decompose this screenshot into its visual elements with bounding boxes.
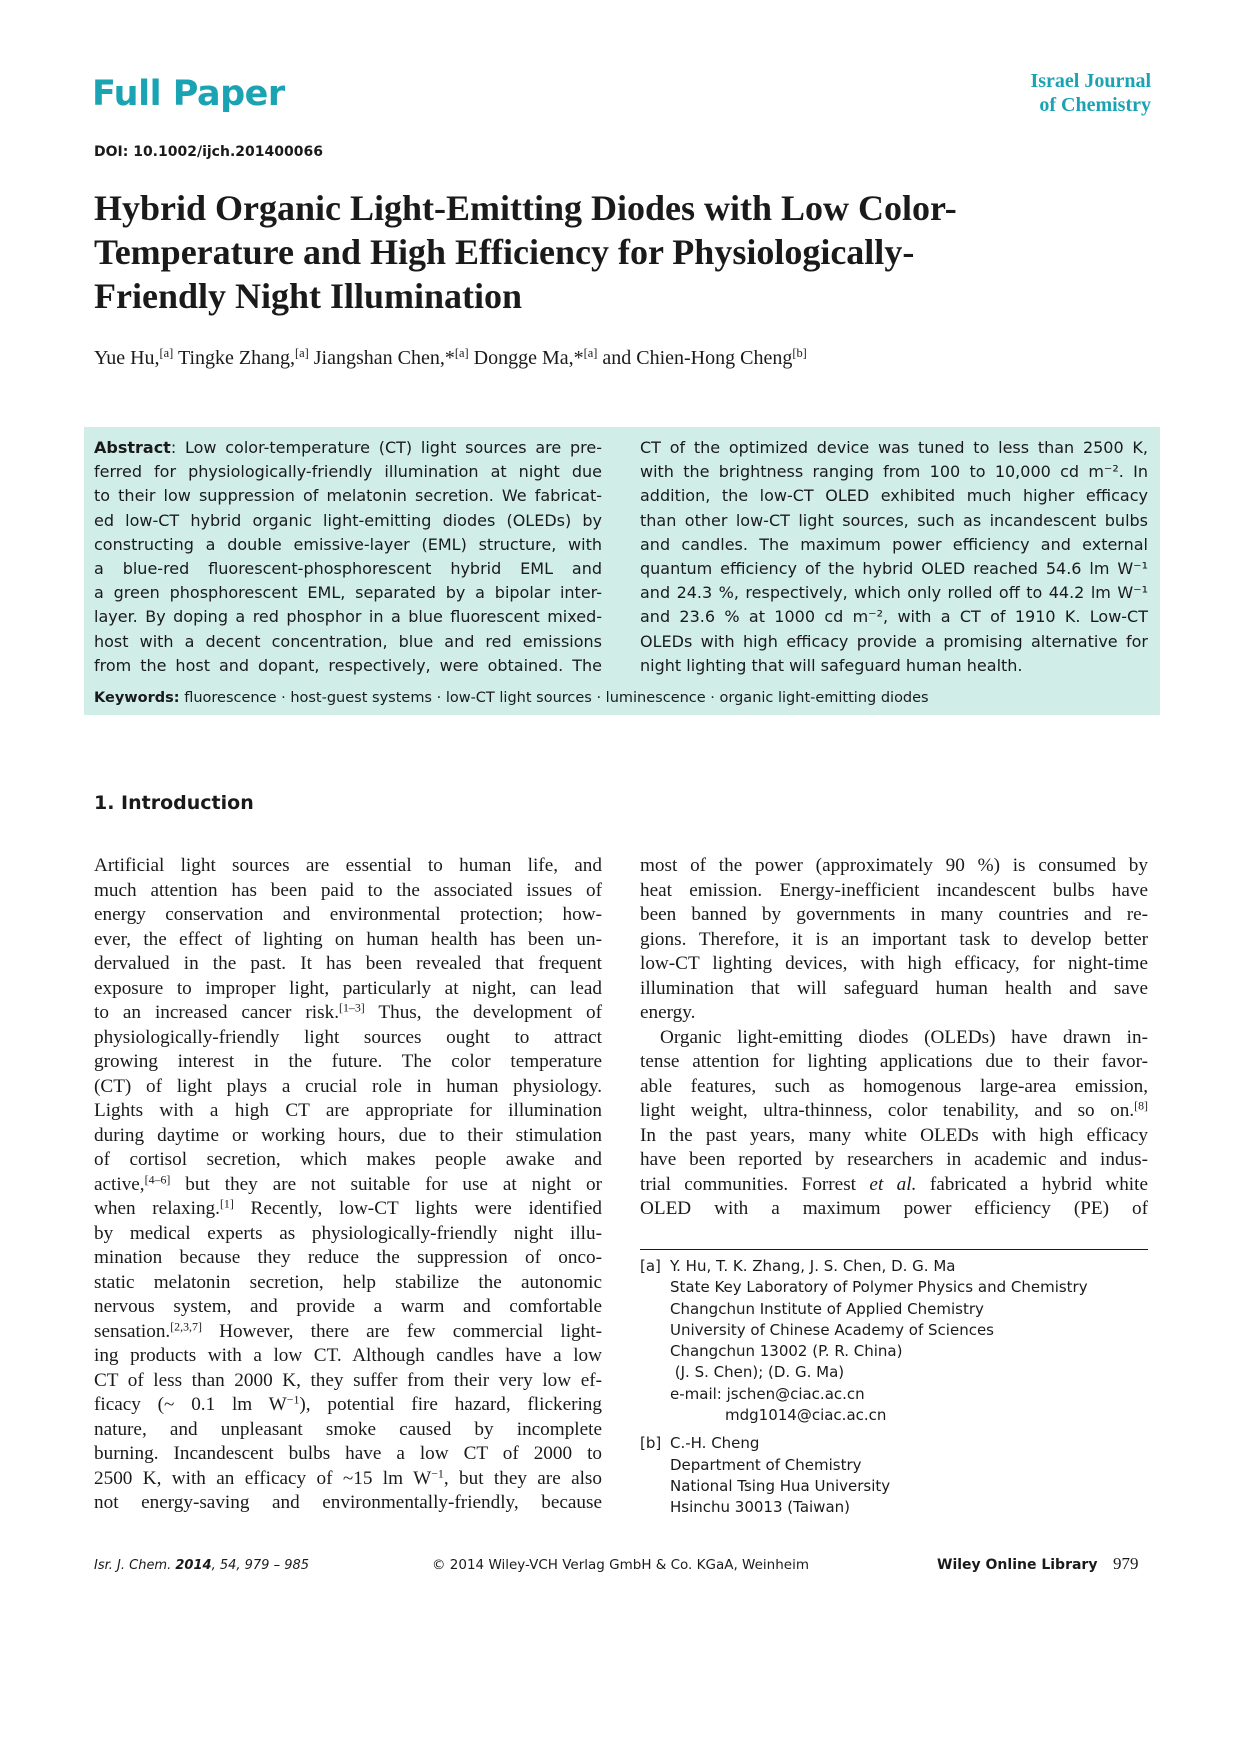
wiley-online-library-link[interactable]: Wiley Online Library	[937, 1557, 1098, 1573]
body-line: CT of less than 2000 K, they suffer from their very low ef-	[94, 1369, 602, 1391]
author: Yue Hu,[a]	[94, 346, 174, 369]
abstract-line: constructing a double emissive-layer (EML) structure, with	[94, 534, 602, 554]
abstract-line: to their low suppression of melatonin secretion. We fabricat-	[94, 486, 602, 506]
body-line: nervous system, and provide a warm and comfortable	[94, 1296, 602, 1317]
citation-footer: Isr. J. Chem. 2014, 54, 979 – 985	[94, 1558, 310, 1573]
body-line: Artificial light sources are essential to human life, and	[94, 855, 602, 876]
body-line: heat emission. Energy-inefficient incandescent bulbs have	[640, 879, 1148, 901]
body-line: low-CT lighting devices, with high efficacy, for night-time	[640, 953, 1148, 974]
body-line: mination because they reduce the suppression of onco-	[94, 1247, 602, 1268]
body-line: Lights with a high CT are appropriate for illumination	[94, 1100, 602, 1121]
abstract-line: ed low-CT hybrid organic light-emitting diodes (OLEDs) by	[94, 510, 602, 530]
abstract-label: Abstract	[94, 438, 171, 457]
body-line: Organic light-emitting diodes (OLEDs) have drawn in-	[660, 1026, 1148, 1048]
abstract-line: than other low-CT light sources, such as incandescent bulbs	[640, 510, 1148, 530]
body-line: of cortisol secretion, which makes people awake and	[94, 1149, 602, 1170]
keywords	[94, 690, 929, 706]
abstract-right-column	[640, 436, 1148, 678]
affiliation-line: State Key Laboratory of Polymer Physics and Chemistry	[670, 1278, 1088, 1297]
affiliation-a	[640, 1256, 1148, 1426]
keywords-list: fluorescence · host-guest systems · low-CT light sources · luminescence · organic light-emitting diodes	[184, 690, 929, 706]
body-line: 2500 K, with an efficacy of ~15 lm $W^{-1}$, but they are also	[94, 1465, 602, 1489]
author-list	[94, 347, 807, 370]
body-line: not energy-saving and environmentally-friendly, because	[94, 1492, 602, 1513]
affiliation-tag: [b]	[640, 1434, 662, 1453]
body-line: to an increased cancer risk.[1–3] Thus, the development of	[94, 1000, 603, 1023]
affiliation-line: Changchun 13002 (P. R. China)	[670, 1342, 903, 1361]
body-line: exposure to improper light, particularly at night, can lead	[94, 977, 602, 999]
body-line: sensation.[2,3,7] However, there are few commercial light-	[94, 1318, 602, 1342]
page-number: 979	[1113, 1554, 1139, 1573]
title-line: Temperature and High Efficiency for Physiologically-	[94, 232, 915, 272]
citation[interactable]: [8]	[1134, 1098, 1148, 1113]
body-line: ing products with a low CT. Although candles have a low	[94, 1345, 602, 1366]
body-line: been banned by governments in many countries and re-	[640, 904, 1148, 925]
abstract-line: night lighting that will safeguard human health.	[640, 655, 1023, 675]
affiliation-line: (J. S. Chen); (D. G. Ma)	[670, 1363, 845, 1382]
body-line: by medical experts as physiologically-friendly night illu-	[94, 1222, 602, 1244]
abstract-line: and 24.3 %, respectively, which only rolled off to 44.2 lm W⁻¹	[640, 583, 1148, 603]
body-line: light weight, ultra-thinness, color tenability, and so on.[8]	[640, 1098, 1148, 1121]
email-line[interactable]: e-mail: jschen@ciac.ac.cn	[670, 1384, 865, 1403]
citation[interactable]: [2,3,7]	[170, 1318, 202, 1333]
copyright: © 2014 Wiley-VCH Verlag GmbH & Co. KGaA, Weinheim	[432, 1557, 809, 1573]
body-line: when relaxing.[1] Recently, low-CT lights were identified	[94, 1196, 602, 1219]
section-heading: 1. Introduction	[94, 792, 254, 814]
citation[interactable]: [4–6]	[144, 1171, 171, 1186]
affiliations	[640, 1256, 1148, 1519]
doi[interactable]: DOI: 10.1002/ijch.201400066	[94, 144, 323, 160]
affiliation-line: National Tsing Hua University	[670, 1476, 891, 1495]
citation[interactable]: [1–3]	[339, 1000, 365, 1015]
abstract-line: layer. By doping a red phosphor in a blue fluorescent mixed-	[94, 607, 602, 627]
body-line: much attention has been paid to the associated issues of	[94, 879, 602, 901]
body-line: illumination that will safeguard human health and save	[640, 977, 1148, 999]
citation[interactable]: [1]	[219, 1196, 234, 1211]
article-title	[94, 186, 1144, 318]
body-line: (CT) of light plays a crucial role in human physiology.	[94, 1075, 602, 1097]
body-line: energy.	[640, 1002, 696, 1023]
body-line: static melatonin secretion, help stabilize the autonomic	[94, 1271, 602, 1293]
body-line: ficacy (~ 0.1 lm $W^{-1}$), potential fire hazard, flickering	[94, 1392, 602, 1415]
body-line: during daytime or working hours, due to their stimulation	[94, 1124, 602, 1146]
affiliation-line: Y. Hu, T. K. Zhang, J. S. Chen, D. G. Ma	[670, 1257, 956, 1275]
body-line: burning. Incandescent bulbs have a low CT of 2000 to	[94, 1443, 602, 1464]
abstract-line: addition, the low-CT OLED exhibited much higher efficacy	[640, 486, 1148, 506]
email-line[interactable]: mdg1014@ciac.ac.cn	[725, 1406, 887, 1425]
author: Jiangshan Chen,*[a]	[313, 346, 469, 369]
body-line: tense attention for lighting applications due to their favor-	[640, 1051, 1148, 1072]
affiliation-line: Hsinchu 30013 (Taiwan)	[670, 1498, 850, 1517]
body-line: able features, such as homogenous large-area emission,	[640, 1075, 1148, 1097]
title-line: Friendly Night Illumination	[94, 276, 523, 316]
body-line: physiologically-friendly light sources ought to attract	[94, 1026, 602, 1048]
body-line: ever, the effect of lighting on human health has been un-	[94, 928, 602, 950]
abstract-line: quantum efficiency of the hybrid OLED reached 54.6 lm W⁻¹	[640, 558, 1148, 578]
affiliation-line: Department of Chemistry	[670, 1455, 862, 1474]
footnote-divider	[640, 1249, 1148, 1250]
body-line: growing interest in the future. The color temperature	[94, 1051, 602, 1072]
author: Dongge Ma,*[a]	[473, 346, 598, 369]
body-line: dervalued in the past. It has been revealed that frequent	[94, 953, 602, 974]
section-label: Full Paper	[92, 74, 285, 114]
body-line: most of the power (approximately 90 %) is consumed by	[640, 855, 1148, 876]
abstract-line: a green phosphorescent EML, separated by a bipolar inter-	[94, 583, 602, 603]
abstract-line: OLEDs with high efficacy provide a promising alternative for	[640, 631, 1148, 651]
abstract-line: a blue-red fluorescent-phosphorescent hybrid EML and	[94, 558, 602, 578]
abstract-line: and candles. The maximum power efficiency and external	[640, 534, 1148, 554]
abstract-line: with the brightness ranging from 100 to 10,000 cd m⁻². In	[640, 462, 1148, 482]
affiliation-line: C.-H. Cheng	[670, 1434, 760, 1453]
abstract-line: Abstract: Low color-temperature (CT) light sources are pre-	[94, 438, 602, 457]
body-line: OLED with a maximum power efficiency (PE) of	[640, 1198, 1148, 1219]
keywords-label: Keywords:	[94, 690, 180, 706]
abstract-line: ferred for physiologically-friendly illumination at night due	[94, 462, 602, 482]
body-line: In the past years, many white OLEDs with high efficacy	[640, 1124, 1148, 1146]
abstract-left-column	[94, 436, 602, 678]
abstract-line: and 23.6 % at 1000 cd m⁻², with a CT of 1910 K. Low-CT	[640, 607, 1148, 627]
affiliation-line: Changchun Institute of Applied Chemistry	[670, 1299, 984, 1318]
abstract-line: host with a decent concentration, blue and red emissions	[94, 631, 602, 651]
body-line: gions. Therefore, it is an important task to develop better	[640, 928, 1148, 950]
author: Tingke Zhang,[a]	[177, 346, 309, 369]
body-line: energy conservation and environmental protection; how-	[94, 904, 602, 925]
body-line: trial communities. Forrest et al. fabricated a hybrid white	[640, 1173, 1148, 1195]
affiliation-line: University of Chinese Academy of Sciences	[670, 1320, 994, 1339]
body-line: have been reported by researchers in academic and indus-	[640, 1149, 1148, 1170]
body-left-column	[94, 854, 602, 1516]
body-line: nature, and unpleasant smoke caused by incomplete	[94, 1418, 602, 1440]
abstract-line: CT of the optimized device was tuned to less than 2500 K,	[640, 438, 1148, 457]
journal-name-line-1: Israel Journal	[1030, 70, 1151, 92]
author: and Chien-Hong Cheng[b]	[602, 346, 807, 369]
affiliation-b	[640, 1433, 1148, 1518]
body-line: active,[4–6] but they are not suitable for use at night or	[94, 1171, 602, 1195]
title-line: Hybrid Organic Light-Emitting Diodes with Low Color-	[94, 188, 957, 228]
abstract-line: from the host and dopant, respectively, were obtained. The	[94, 655, 602, 675]
journal-name-line-2: of Chemistry	[1039, 94, 1151, 116]
body-right-column	[640, 854, 1148, 1222]
journal-name[interactable]	[1030, 69, 1151, 117]
affiliation-tag: [a]	[640, 1257, 661, 1275]
